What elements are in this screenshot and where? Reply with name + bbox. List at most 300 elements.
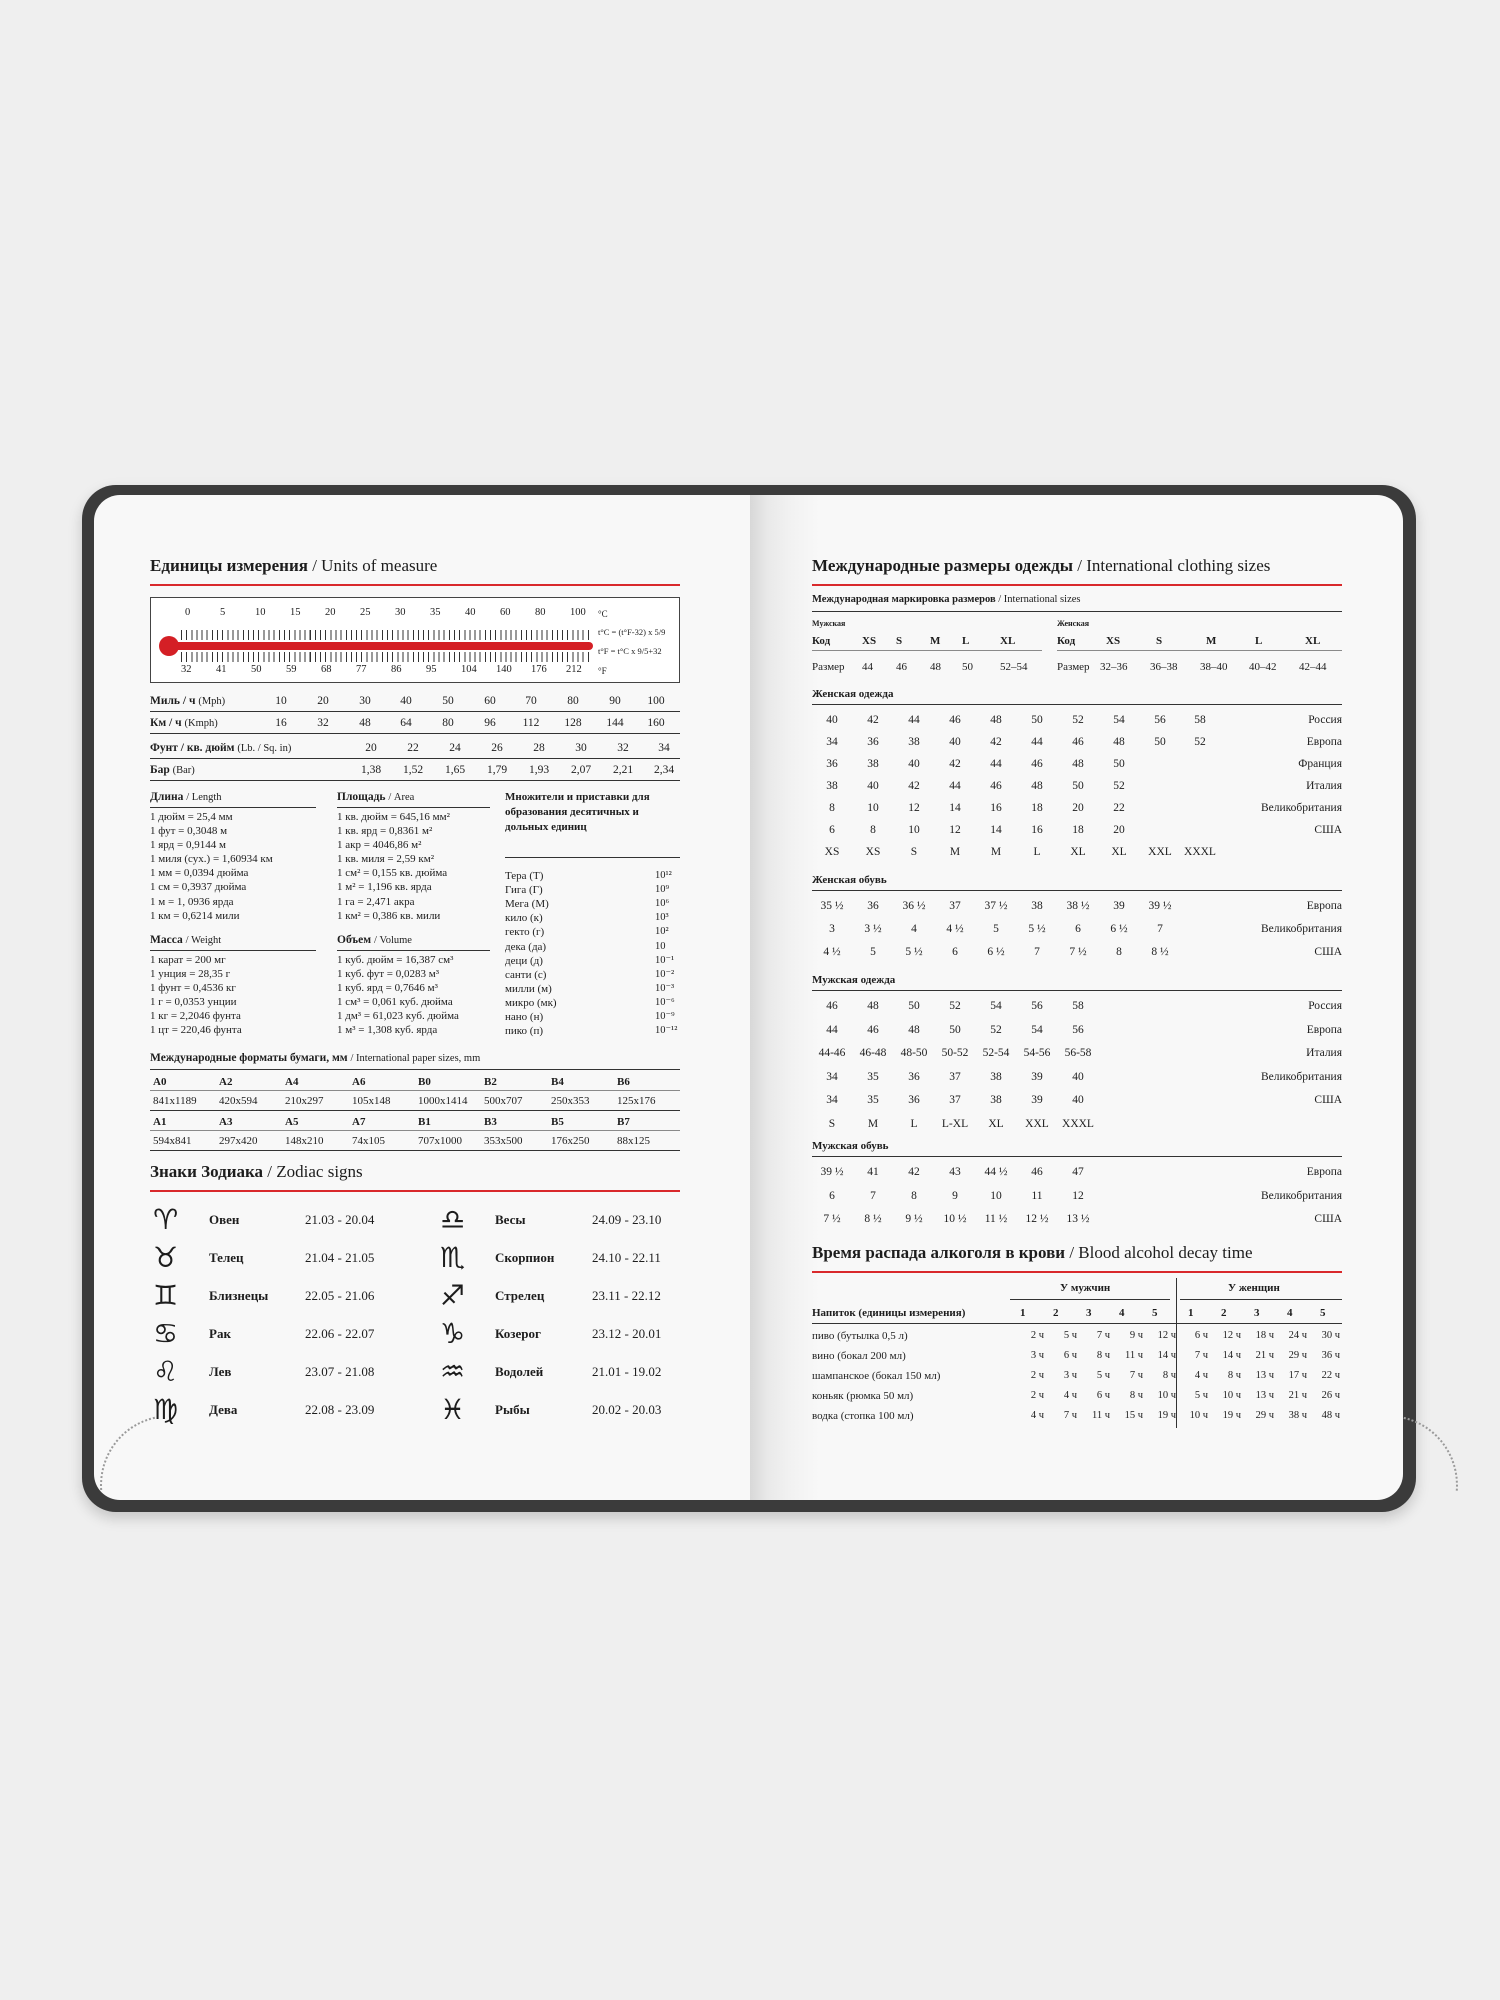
alcohol-men-value: 2 ч (1030, 1390, 1044, 1401)
celsius-label: 5 (220, 607, 226, 618)
fahrenheit-label: 50 (251, 664, 262, 675)
length-item: 1 мм = 0,0394 дюйма (150, 867, 249, 880)
womens-clothing-cell: 46 (1031, 758, 1043, 770)
paper-format-name: A6 (352, 1076, 366, 1088)
pressure-value: 26 (491, 742, 503, 754)
fahrenheit-label: 104 (461, 664, 477, 675)
womens-clothing-cell: 34 (826, 736, 838, 748)
womens-clothing-cell: 46 (949, 714, 961, 726)
prefix-name: дека (да) (505, 940, 547, 953)
womens-shoes-cell: 8 (1116, 946, 1122, 958)
women-size: 38–40 (1200, 661, 1228, 673)
womens-shoes-cell: 3 (829, 923, 835, 935)
fahrenheit-label: 77 (356, 664, 367, 675)
pressure-unit-ru: Бар (150, 764, 170, 776)
women-size-label: Размер (1057, 661, 1090, 673)
mens-clothing-cell: 48 (908, 1023, 920, 1036)
alcohol-men-value: 9 ч (1129, 1330, 1143, 1341)
mens-shoes-country: Великобритания (1260, 1189, 1342, 1202)
alcohol-women-rule (1180, 1299, 1342, 1300)
prefix-name: Мега (М) (505, 898, 549, 911)
mens-clothing-cell: 36 (908, 1070, 920, 1083)
women-size: 32–36 (1100, 661, 1128, 673)
womens-clothing-cell: 44 (949, 780, 961, 792)
alcohol-men-value: 14 ч (1157, 1350, 1176, 1361)
speed-value: 16 (275, 717, 287, 729)
women-code: XS (1106, 635, 1121, 647)
mens-clothing-cell: 46-48 (859, 1047, 887, 1059)
womens-shoes-country: Великобритания (1260, 923, 1342, 935)
area-item: 1 м² = 1,196 кв. ярда (337, 881, 432, 894)
zodiac-title (150, 1162, 363, 1182)
clothing-title-en: / International clothing sizes (1077, 556, 1271, 575)
fahrenheit-label: 212 (566, 664, 582, 675)
alcohol-men-value: 4 ч (1030, 1410, 1044, 1421)
womens-shoes-cell: 39 (1113, 900, 1125, 912)
womens-shoes-cell: 5 (993, 923, 999, 935)
paper-format-size: 500x707 (484, 1095, 523, 1107)
volume-item: 1 см³ = 0,061 куб. дюйма (337, 996, 453, 1009)
womens-clothing-cell: 38 (867, 758, 879, 770)
womens-shoes-cell: 7 (1034, 946, 1040, 958)
womens-clothing-country: Франция (1298, 758, 1342, 770)
womens-shoes-cell: 6 ½ (1110, 923, 1128, 935)
men-code-rule (812, 650, 1042, 651)
womens-shoes-country: США (1314, 946, 1342, 958)
alcohol-women-value: 21 ч (1288, 1390, 1307, 1401)
womens-clothing-cell: 40 (908, 758, 920, 770)
mens-clothing-cell: 50 (949, 1023, 961, 1036)
mens-clothing-cell: 38 (990, 1094, 1002, 1106)
alcohol-women-unit: 4 (1287, 1307, 1293, 1319)
alcohol-women-unit: 2 (1221, 1307, 1227, 1319)
prefix-value: 10¹² (655, 870, 672, 881)
volume-item: 1 куб. ярд = 0,7646 м³ (337, 982, 438, 995)
womens-clothing-cell: 46 (990, 780, 1002, 792)
speed-value: 60 (484, 695, 496, 707)
alcohol-women-value: 8 ч (1227, 1370, 1241, 1381)
volume-title (337, 933, 412, 948)
womens-clothing-cell: 58 (1194, 714, 1206, 726)
alcohol-women-value: 7 ч (1194, 1350, 1208, 1361)
alcohol-women-value: 6 ч (1194, 1330, 1208, 1341)
cancer-icon: ♋ (153, 1317, 179, 1350)
womens-clothing-cell: 48 (1113, 736, 1125, 748)
fahrenheit-label: 176 (531, 664, 547, 675)
mens-shoes-cell: 7 ½ (823, 1213, 841, 1225)
pressure-value: 24 (449, 742, 461, 754)
length-rule (150, 807, 316, 808)
alcohol-women-value: 5 ч (1194, 1390, 1208, 1401)
celsius-label: 60 (500, 607, 511, 618)
zodiac-sign-dates: 21.04 - 21.05 (305, 1250, 375, 1265)
paper-format-size: 297x420 (219, 1135, 258, 1147)
mens-clothing-country: США (1314, 1094, 1342, 1106)
weight-title-ru: Масса (150, 934, 183, 946)
zodiac-sign-name: Лев (209, 1364, 232, 1379)
length-item: 1 ярд = 0,9144 м (150, 839, 226, 852)
mens-shoes-cell: 7 (870, 1189, 876, 1202)
alcohol-women-unit: 3 (1254, 1307, 1260, 1319)
celsius-label: 30 (395, 607, 406, 618)
zodiac-sign-dates: 23.11 - 22.12 (592, 1288, 661, 1303)
speed-value: 112 (522, 717, 540, 729)
mens-clothing-cell: 37 (949, 1070, 961, 1083)
paper-rule-top (150, 1069, 680, 1070)
mens-clothing-cell: 56 (1072, 1023, 1084, 1036)
womens-shoes-title: Женская обувь (812, 874, 887, 886)
speed-row-label (150, 716, 218, 731)
zodiac-sign-dates: 22.08 - 23.09 (305, 1402, 375, 1417)
page-gutter (750, 495, 820, 1500)
pressure-unit-ru: Фунт / кв. дюйм (150, 742, 235, 754)
zodiac-sign-dates: 22.05 - 21.06 (305, 1288, 375, 1303)
virgo-icon: ♍ (153, 1393, 179, 1426)
zodiac-sign-name: Рыбы (495, 1402, 530, 1417)
prefix-name: милли (м) (505, 982, 552, 995)
celsius-label: 10 (255, 607, 266, 618)
fahrenheit-label: 32 (181, 664, 192, 675)
mens-clothing-cell: 36 (908, 1094, 920, 1106)
mens-clothing-cell: 54 (990, 1000, 1002, 1012)
alcohol-header-rule (812, 1323, 1342, 1324)
alcohol-drink: вино (бокал 200 мл) (812, 1350, 906, 1362)
womens-clothing-country: США (1314, 824, 1342, 836)
alcohol-men-unit: 3 (1086, 1307, 1092, 1319)
fahrenheit-label: 41 (216, 664, 227, 675)
womens-clothing-cell: 10 (867, 802, 879, 814)
units-title-ru: Единицы измерения (150, 556, 308, 575)
length-item: 1 см = 0,3937 дюйма (150, 881, 247, 894)
prefix-value: 10⁻⁶ (655, 996, 675, 1008)
length-list (150, 810, 273, 923)
volume-list (337, 953, 459, 1038)
alcohol-men-value: 11 ч (1124, 1350, 1143, 1361)
womens-clothing-cell: 52 (1194, 736, 1206, 748)
mens-clothing-country: Италия (1306, 1047, 1342, 1059)
womens-shoes-cell: 6 ½ (987, 946, 1005, 958)
length-item: 1 миля (сух.) = 1,60934 км (150, 853, 273, 866)
men-size: 48 (930, 661, 941, 673)
prefix-value: 10³ (655, 912, 669, 924)
prefix-name: кило (к) (505, 912, 543, 925)
speed-value: 10 (275, 695, 287, 707)
zodiac-redline (150, 1190, 680, 1192)
pressure-value: 2,21 (612, 764, 634, 776)
womens-clothing-cell: 14 (990, 824, 1002, 836)
alcohol-redline (812, 1271, 1342, 1273)
area-title-en: / Area (388, 792, 415, 803)
womens-shoes-cell: 38 (1031, 900, 1043, 912)
zodiac-sign-name: Овен (209, 1212, 240, 1227)
alcohol-men-value: 6 ч (1063, 1350, 1077, 1361)
alcohol-women-value: 29 ч (1255, 1410, 1274, 1421)
mens-shoes-cell: 9 (952, 1189, 958, 1202)
marking-title-en: / International sizes (998, 594, 1081, 605)
mens-clothing-cell: 58 (1072, 1000, 1084, 1012)
pressure-unit-en: (Bar) (172, 765, 195, 776)
mens-clothing-cell: XL (988, 1117, 1004, 1130)
alcohol-men-value: 8 ч (1129, 1390, 1143, 1401)
womens-clothing-title: Женская одежда (812, 688, 894, 700)
length-item: 1 дюйм = 25,4 мм (150, 811, 233, 823)
men-code: M (930, 635, 941, 647)
alcohol-men-value: 5 ч (1063, 1330, 1077, 1341)
speed-value: 48 (359, 717, 371, 729)
area-item: 1 акр = 4046,86 м² (337, 839, 422, 852)
taurus-icon: ♉ (153, 1241, 179, 1274)
womens-clothing-cell: 42 (949, 758, 961, 770)
mens-clothing-cell: 48-50 (900, 1047, 928, 1059)
speed-unit-en: (Mph) (198, 696, 226, 707)
paper-format-size: 250x353 (551, 1095, 590, 1107)
alcohol-women-value: 10 ч (1189, 1410, 1208, 1421)
women-code: S (1156, 635, 1163, 647)
pressure-value: 20 (365, 742, 377, 754)
mens-clothing-cell: 44-46 (818, 1047, 846, 1059)
womens-shoes-cell: 7 (1157, 923, 1163, 935)
paper-format-name: B1 (418, 1116, 431, 1128)
womens-shoes-cell: 7 ½ (1069, 946, 1087, 958)
men-size: 44 (862, 661, 873, 673)
zodiac-sign-dates: 22.06 - 22.07 (305, 1326, 375, 1341)
women-size: 40–42 (1249, 661, 1277, 673)
womens-clothing-country: Европа (1306, 736, 1342, 748)
mens-shoes-cell: 10 (990, 1189, 1002, 1202)
mens-clothing-country: Великобритания (1260, 1070, 1342, 1083)
prefix-name: микро (мк) (505, 996, 557, 1009)
weight-item: 1 кг = 2,2046 фунта (150, 1010, 241, 1023)
area-item: 1 см² = 0,155 кв. дюйма (337, 867, 448, 880)
alcohol-men-value: 15 ч (1124, 1410, 1143, 1421)
alcohol-women-value: 30 ч (1321, 1330, 1340, 1341)
fahrenheit-label: 59 (286, 664, 297, 675)
weight-item: 1 карат = 200 мг (150, 954, 226, 966)
alcohol-men-value: 11 ч (1091, 1410, 1110, 1421)
womens-clothing-cell: S (910, 846, 918, 858)
womens-shoes-cell: 3 ½ (864, 923, 882, 935)
alcohol-women-value: 48 ч (1321, 1410, 1340, 1421)
women-code: M (1206, 635, 1217, 647)
mens-shoes-cell: 8 (911, 1189, 917, 1202)
alcohol-women-value: 29 ч (1288, 1350, 1307, 1361)
womens-clothing-cell: M (990, 846, 1002, 858)
prefix-name: Гига (Г) (505, 884, 543, 897)
womens-shoes-cell: 8 ½ (1151, 946, 1169, 958)
speed-value: 80 (567, 695, 579, 707)
celsius-ticks (181, 630, 593, 640)
womens-clothing-cell: 40 (826, 714, 838, 726)
prefix-value: 10⁻¹² (655, 1025, 678, 1037)
prefix-value: 10⁻² (655, 968, 675, 980)
alcohol-women-value: 10 ч (1222, 1390, 1241, 1401)
paper-format-size: 125x176 (617, 1095, 656, 1107)
paper-format-size: 841x1189 (153, 1095, 197, 1107)
zodiac-sign-dates: 21.03 - 20.04 (305, 1212, 375, 1227)
length-title (150, 790, 222, 805)
paper-format-size: 1000x1414 (418, 1095, 468, 1107)
area-item: 1 кв. дюйм = 645,16 мм² (337, 811, 450, 823)
mens-clothing-cell: XXXL (1062, 1117, 1094, 1130)
prefix-name: Тера (Т) (505, 870, 544, 882)
aries-icon: ♈ (153, 1203, 179, 1236)
prefix-name: гекто (г) (505, 926, 545, 939)
alcohol-men-value: 2 ч (1030, 1370, 1044, 1381)
alcohol-women-unit: 1 (1188, 1307, 1194, 1319)
womens-clothing-cell: 20 (1072, 802, 1084, 814)
pressure-row-label (150, 741, 291, 756)
paper-format-name: B0 (418, 1076, 431, 1088)
zodiac-sign-name: Скорпион (495, 1250, 555, 1265)
fahrenheit-label: 68 (321, 664, 332, 675)
mens-shoes-cell: 47 (1072, 1166, 1084, 1178)
clothing-title-ru: Международные размеры одежды (812, 556, 1074, 575)
womens-clothing-country: Великобритания (1260, 802, 1342, 814)
womens-clothing-cell: 14 (949, 802, 961, 814)
womens-clothing-cell: 46 (1072, 736, 1084, 748)
length-item: 1 фут = 0,3048 м (150, 825, 228, 838)
womens-clothing-cell: 20 (1113, 824, 1125, 836)
speed-value: 96 (484, 717, 496, 729)
pressure-value: 1,79 (486, 764, 508, 776)
mens-clothing-cell: 50 (908, 1000, 920, 1012)
alcohol-women-value: 17 ч (1288, 1370, 1307, 1381)
pressure-value: 1,93 (528, 764, 550, 776)
womens-shoes-cell: 6 (1075, 923, 1081, 935)
mens-shoes-country: США (1314, 1213, 1342, 1225)
libra-icon: ♎ (440, 1203, 466, 1236)
area-item: 1 кв. миля = 2,59 км² (337, 853, 434, 866)
womens-clothing-cell: XXXL (1184, 846, 1216, 858)
mens-clothing-title: Мужская одежда (812, 974, 896, 986)
pressure-value: 1,65 (444, 764, 466, 776)
womens-shoes-cell: 5 ½ (905, 946, 923, 958)
paper-format-size: 210x297 (285, 1095, 324, 1107)
womens-clothing-cell: 38 (826, 780, 838, 792)
alcohol-drink: коньяк (рюмка 50 мл) (812, 1390, 914, 1402)
speed-value: 160 (647, 717, 665, 729)
paper-format-name: B7 (617, 1116, 630, 1128)
alcohol-drink: пиво (бутылка 0,5 л) (812, 1330, 908, 1342)
mens-clothing-cell: XXL (1025, 1117, 1049, 1130)
mens-clothing-cell: S (828, 1117, 836, 1130)
speed-row-label (150, 694, 225, 709)
mens-shoes-cell: 44 ½ (984, 1166, 1008, 1178)
fahrenheit-label: 86 (391, 664, 402, 675)
speed-row-rule (150, 733, 680, 734)
alcohol-men-unit: 5 (1152, 1307, 1158, 1319)
men-code: S (896, 635, 903, 647)
mens-shoes-cell: 42 (908, 1166, 920, 1178)
womens-clothing-cell: 50 (1072, 780, 1084, 792)
paper-format-size: 353x500 (484, 1135, 523, 1147)
prefix-value: 10⁻³ (655, 982, 675, 994)
mens-clothing-country: Европа (1306, 1023, 1342, 1036)
womens-clothing-cell: 6 (829, 824, 835, 836)
pressure-value: 1,38 (360, 764, 382, 776)
alcohol-women-value: 13 ч (1255, 1390, 1274, 1401)
women-size: 36–38 (1150, 661, 1178, 673)
womens-clothing-cell: 48 (1072, 758, 1084, 770)
mens-shoes-cell: 41 (867, 1166, 879, 1178)
area-list (337, 810, 450, 923)
celsius-label: 15 (290, 607, 301, 618)
celsius-label: 25 (360, 607, 371, 618)
formula-c: t°C = (t°F-32) x 5/9 (598, 627, 666, 637)
speed-value: 70 (525, 695, 537, 707)
zodiac-sign-name: Весы (495, 1212, 526, 1227)
area-rule (337, 807, 490, 808)
womens-clothing-cell: 16 (1031, 824, 1043, 836)
womens-clothing-cell: 8 (829, 802, 835, 814)
pressure-row-rule (150, 758, 680, 759)
womens-clothing-country: Россия (1308, 714, 1342, 726)
weight-item: 1 унция = 28,35 г (150, 968, 231, 981)
paper-title-en: / International paper sizes, mm (350, 1053, 481, 1064)
thermometer-tube (173, 642, 593, 650)
weight-title (150, 933, 221, 948)
clothing-redline (812, 584, 1342, 586)
area-item: 1 га = 2,471 акра (337, 895, 415, 908)
area-title (337, 790, 414, 805)
zodiac-sign-dates: 23.12 - 20.01 (592, 1326, 662, 1341)
mens-clothing-cell: 56 (1031, 1000, 1043, 1012)
mens-clothing-rule (812, 990, 1342, 991)
womens-clothing-cell: L (1033, 846, 1041, 858)
womens-clothing-cell: 10 (908, 824, 920, 836)
weight-list (150, 953, 242, 1038)
zodiac-title-en: / Zodiac signs (267, 1162, 363, 1181)
zodiac-sign-name: Рак (209, 1326, 231, 1341)
womens-clothing-cell: 52 (1113, 780, 1125, 792)
mens-clothing-cell: 54 (1031, 1023, 1043, 1036)
mens-clothing-cell: 54-56 (1023, 1047, 1051, 1059)
mens-shoes-cell: 12 ½ (1025, 1213, 1049, 1225)
mens-clothing-cell: M (867, 1117, 879, 1130)
womens-clothing-cell: 44 (1031, 736, 1043, 748)
womens-clothing-cell: M (949, 846, 961, 858)
womens-clothing-cell: 22 (1113, 802, 1125, 814)
alcohol-women-value: 4 ч (1194, 1370, 1208, 1381)
womens-clothing-cell: 40 (949, 736, 961, 748)
womens-clothing-cell: 18 (1031, 802, 1043, 814)
prefix-name: нано (н) (505, 1011, 544, 1023)
zodiac-sign-name: Телец (209, 1250, 244, 1265)
fahrenheit-unit: °F (598, 666, 607, 676)
paper-format-size: 176x250 (551, 1135, 590, 1147)
weight-item: 1 г = 0,0353 унции (150, 996, 237, 1009)
mens-clothing-cell: 35 (867, 1070, 879, 1083)
alcohol-men-unit: 2 (1053, 1307, 1059, 1319)
volume-item: 1 м³ = 1,308 куб. ярда (337, 1024, 438, 1037)
zodiac-sign-dates: 20.02 - 20.03 (592, 1402, 662, 1417)
units-title (150, 556, 437, 576)
paper-format-name: A4 (285, 1076, 299, 1088)
alcohol-women-value: 24 ч (1288, 1330, 1307, 1341)
alcohol-men-value: 7 ч (1129, 1370, 1143, 1381)
paper-format-size: 88x125 (617, 1135, 650, 1147)
paper-format-size: 74x105 (352, 1135, 385, 1147)
zodiac-sign-dates: 24.09 - 23.10 (592, 1212, 662, 1227)
alcohol-women-value: 12 ч (1222, 1330, 1241, 1341)
alcohol-divider (1176, 1278, 1177, 1428)
paper-format-name: B6 (617, 1076, 630, 1088)
prefix-value: 10⁻⁹ (655, 1011, 675, 1022)
prefix-name: пико (п) (505, 1025, 544, 1038)
marking-title (812, 593, 1080, 607)
women-code: XL (1305, 635, 1321, 647)
alcohol-women-value: 18 ч (1255, 1330, 1274, 1341)
